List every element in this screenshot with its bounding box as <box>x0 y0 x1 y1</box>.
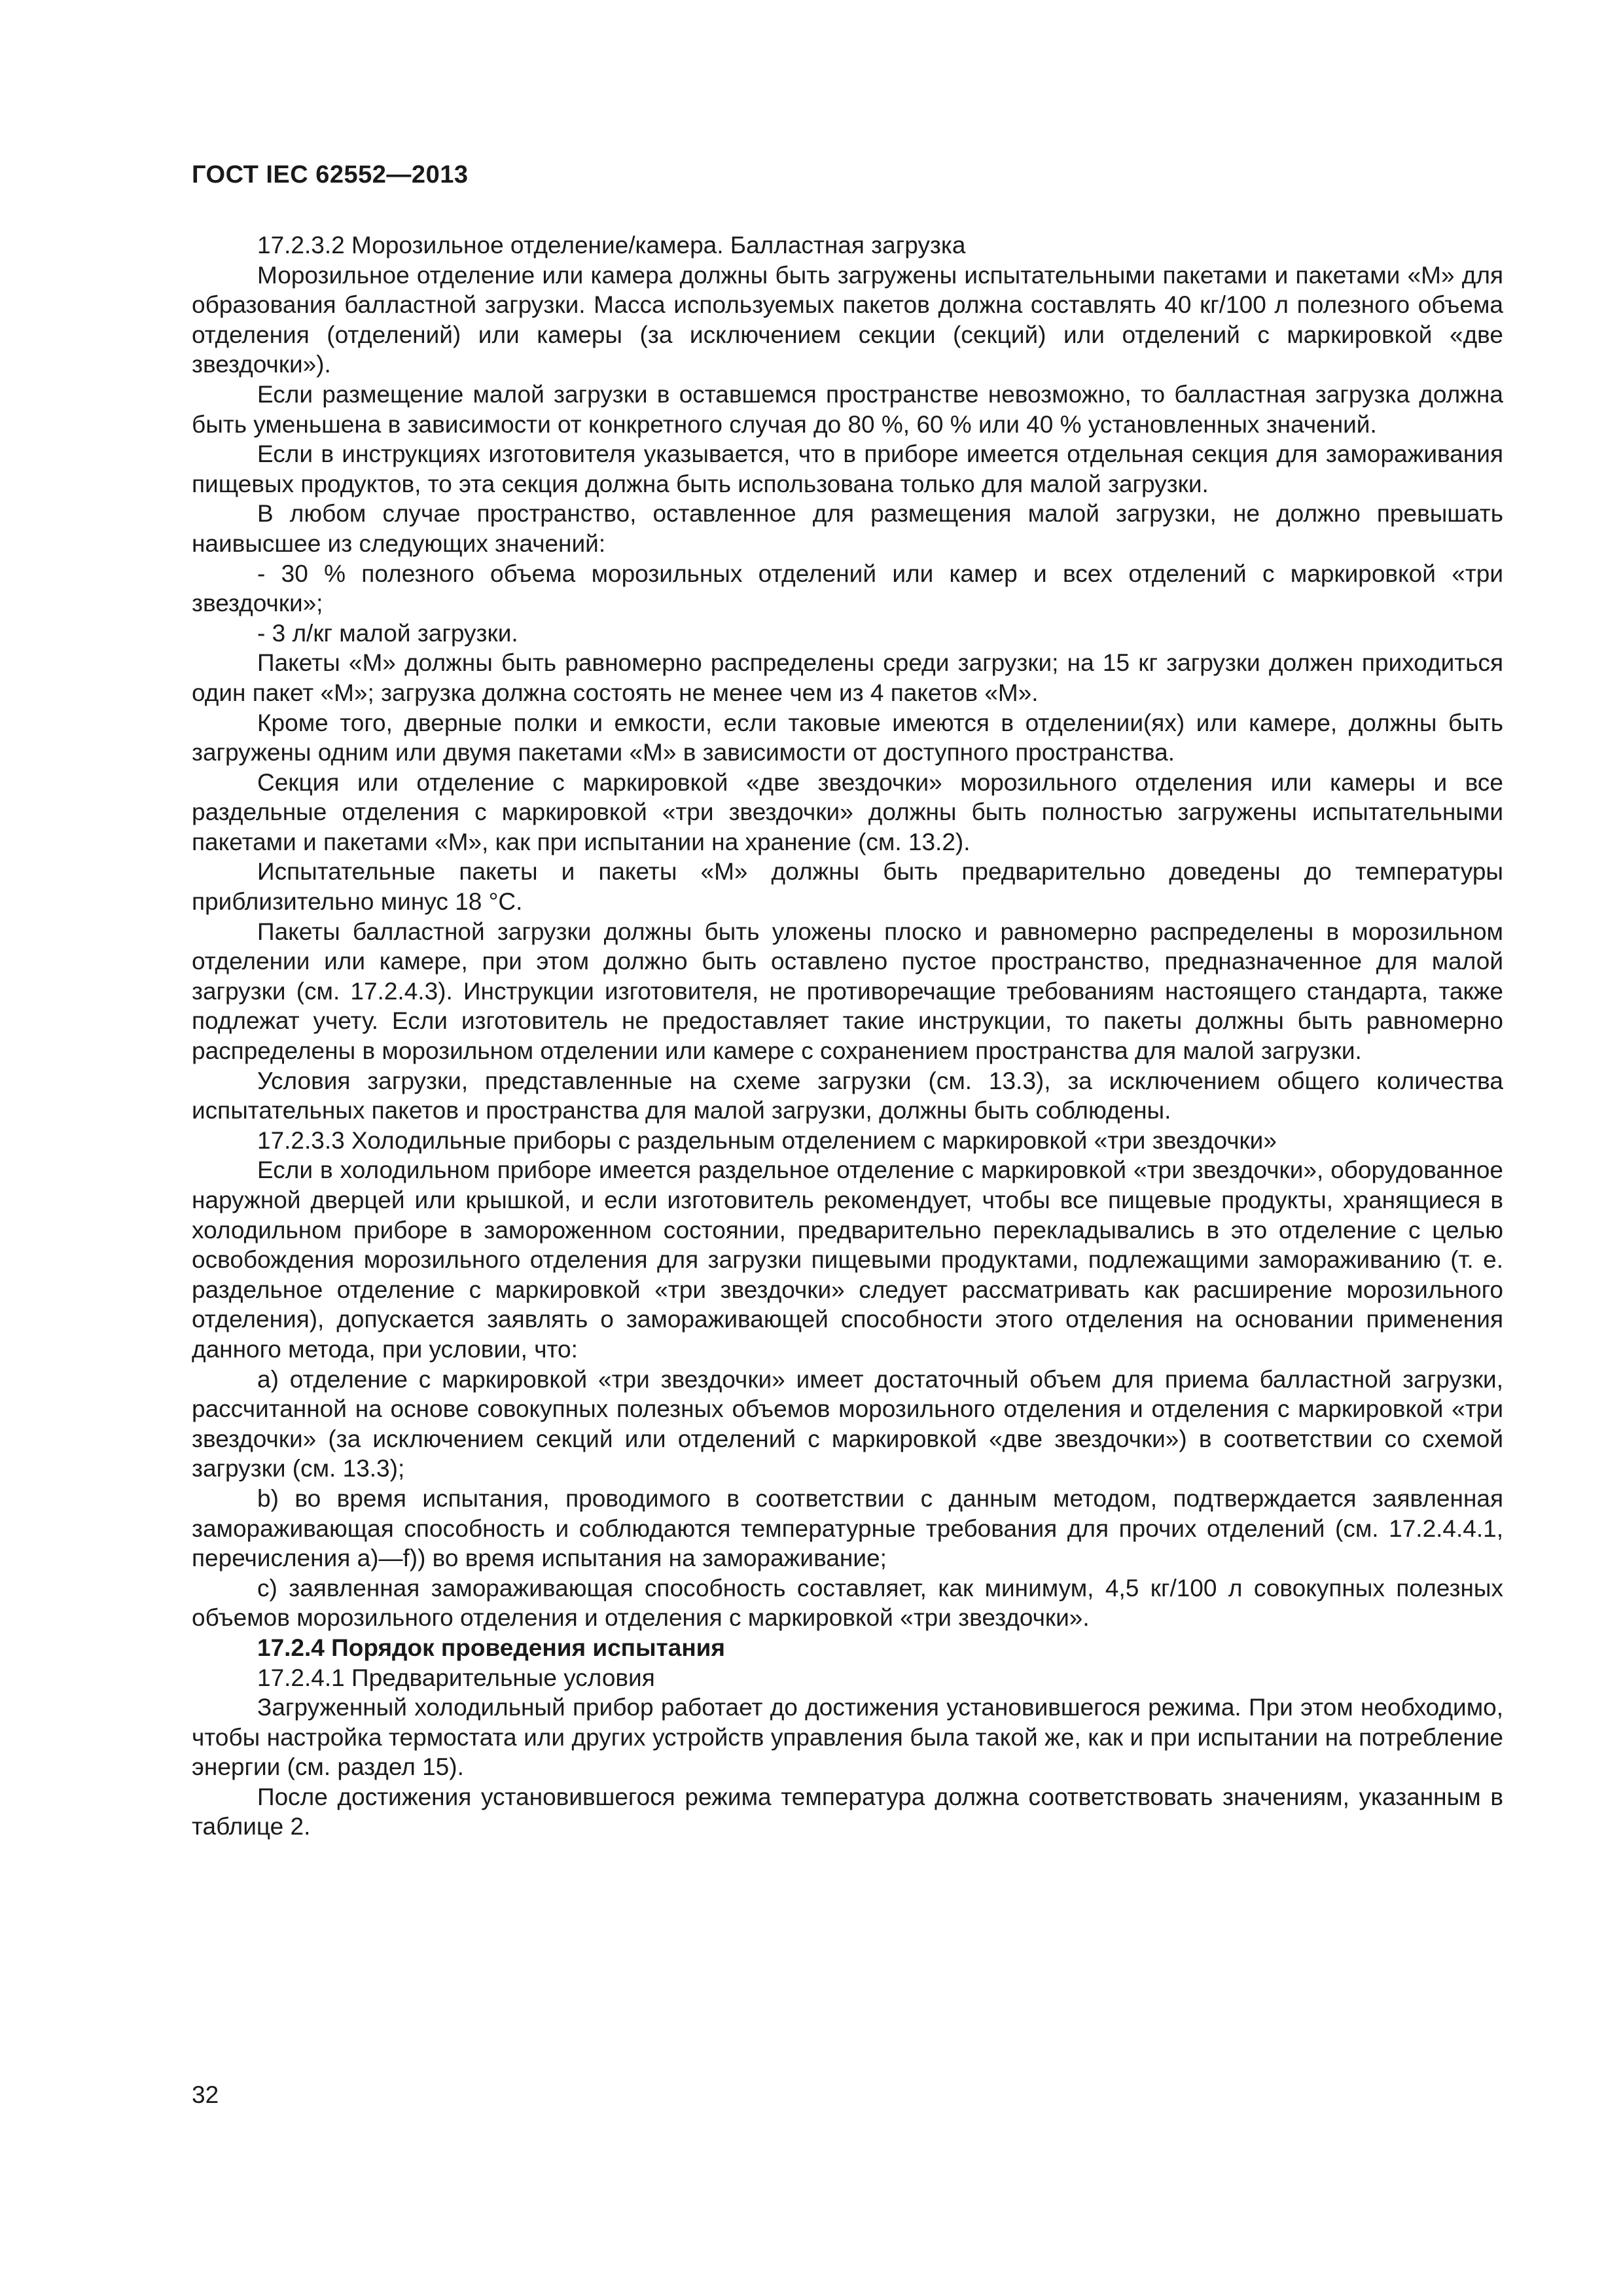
paragraph: Пакеты «М» должны быть равномерно распределены среди загрузки; на 15 кг загрузки должен приходиться один пакет «М»; загрузка должна состоять не менее чем из 4 пакетов «М». <box>192 649 1503 706</box>
paragraph: 17.2.3.2 Морозильное отделение/камера. Балластная загрузка <box>257 232 966 259</box>
paragraph: Испытательные пакеты и пакеты «М» должны быть предварительно доведены до температуры приблизительно минус 18 °С. <box>192 858 1503 916</box>
paragraph: Если в холодильном приборе имеется раздельное отделение с маркировкой «три звездочки», оборудованное наружной дверцей или крышкой, и если изготовитель рекомендует, чтобы все пищевые продукты, хранящиеся в холодильном приборе в замороженном состоянии, предварительно перекладывались в это отделение с целью освобождения морозильного отделения для загрузки пищевыми продуктами, подлежащими замораживанию (т. е. раздельное отделение с маркировкой «три звездочки» следует рассматривать как расширение морозильного отделения), допускается заявлять о замораживающей способности этого отделения на основании применения данного метода, при условии, что: <box>192 1157 1503 1363</box>
paragraph: - 3 л/кг малой загрузки. <box>257 619 518 647</box>
paragraph: Условия загрузки, представленные на схеме загрузки (см. 13.3), за исключением общего количества испытательных пакетов и пространства для малой загрузки, должны быть соблюдены. <box>192 1067 1503 1124</box>
paragraph: В любом случае пространство, оставленное для размещения малой загрузки, не должно превышать наивысшее из следующих значений: <box>192 500 1503 557</box>
paragraph: После достижения установившегося режима температура должна соответствовать значениям, указанным в таблице 2. <box>192 1783 1503 1840</box>
paragraph: - 30 % полезного объема морозильных отделений или камер и всех отделений с маркировкой «три звездочки»; <box>192 560 1503 617</box>
document-body <box>192 230 1503 1842</box>
paragraph: Секция или отделение с маркировкой «две звездочки» морозильного отделения или камеры и все раздельные отделения с маркировкой «три звездочки» должны быть полностью загружены испытательными пакетами и пакетами «М», как при испытании на хранение (см. 13.2). <box>192 768 1503 855</box>
paragraph: Если размещение малой загрузки в оставшемся пространстве невозможно, то балластная загрузка должна быть уменьшена в зависимости от конкретного случая до 80 %, 60 % или 40 % установленных значений. <box>192 380 1503 438</box>
page-number: 32 <box>192 2081 219 2108</box>
paragraph: 17.2.3.3 Холодильные приборы с раздельным отделением с маркировкой «три звездочки» <box>257 1126 1277 1154</box>
paragraph: Пакеты балластной загрузки должны быть уложены плоско и равномерно распределены в морозильном отделении или камере, при этом должно быть оставлено пустое пространство, предназначенное для малой загрузки (см. 17.2.4.3). Инструкции изготовителя, не противоречащие требованиям настоящего стандарта, также подлежат учету. Если изготовитель не предоставляет такие инструкции, то пакеты должны быть равномерно распределены в морозильном отделении или камере с сохранением пространства для малой загрузки. <box>192 918 1503 1065</box>
paragraph: Морозильное отделение или камера должны быть загружены испытательными пакетами и пакетами «М» для образования балластной загрузки. Масса используемых пакетов должна составлять 40 кг/100 л полезного объема отделения (отделений) или камеры (за исключением секции (секций) или отделений с маркировкой «две звездочки»). <box>192 261 1503 378</box>
paragraph: 17.2.4.1 Предварительные условия <box>257 1664 655 1691</box>
paragraph: b) во время испытания, проводимого в соответствии с данным методом, подтверждается заявленная замораживающая способность и соблюдаются температурные требования для прочих отделений (см. 17.2.4.4.1, перечисления а)—f)) во время испытания на замораживание; <box>192 1484 1503 1572</box>
standard-designation: ГОСТ IEC 62552—2013 <box>192 161 469 188</box>
paragraph: Если в инструкциях изготовителя указывается, что в приборе имеется отдельная секция для замораживания пищевых продуктов, то эта секция должна быть использована только для малой загрузки. <box>192 440 1503 497</box>
paragraph: Загруженный холодильный прибор работает до достижения установившегося режима. При этом необходимо, чтобы настройка термостата или других устройств управления была такой же, как и при испытании на потребление энергии (см. раздел 15). <box>192 1694 1503 1781</box>
paragraph: а) отделение с маркировкой «три звездочки» имеет достаточный объем для приема балластной загрузки, рассчитанной на основе совокупных полезных объемов морозильного отделения и отделения с маркировкой «три звездочки» (за исключением секций или отделений с маркировкой «две звездочки») в соответствии со схемой загрузки (см. 13.3); <box>192 1365 1503 1482</box>
paragraph: Кроме того, дверные полки и емкости, если таковые имеются в отделении(ях) или камере, должны быть загружены одним или двумя пакетами «М» в зависимости от доступного пространства. <box>192 709 1503 766</box>
section-heading: 17.2.4 Порядок проведения испытания <box>257 1634 725 1661</box>
paragraph: с) заявленная замораживающая способность составляет, как минимум, 4,5 кг/100 л совокупных полезных объемов морозильного отделения и отделения с маркировкой «три звездочки». <box>192 1574 1503 1632</box>
